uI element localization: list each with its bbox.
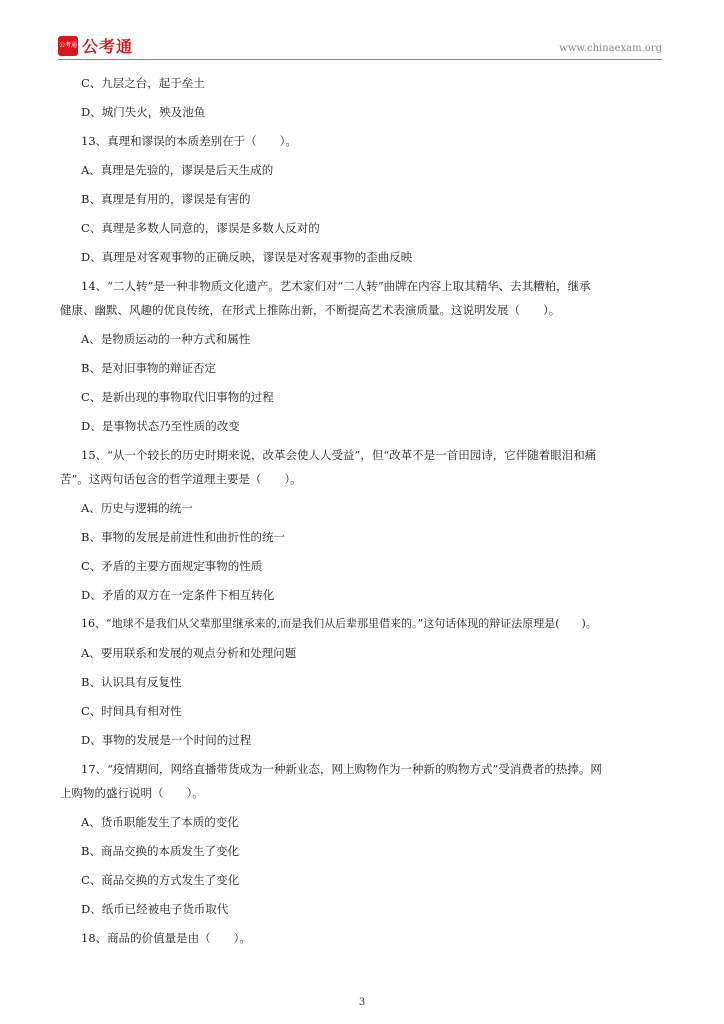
q13-option-d: D、真理是对客观事物的正确反映，谬误是对客观事物的歪曲反映 — [81, 250, 413, 264]
question-16: 16、“地球不是我们从父辈那里继承来的,而是我们从后辈那里借来的。”这句话体现的辩证法原理是( )。 — [81, 617, 597, 630]
option-d: D、城门失火，殃及池鱼 — [81, 105, 206, 119]
q17-option-b: B、商品交换的本质发生了变化 — [81, 844, 239, 858]
option-c: C、九层之台，起于垒土 — [81, 76, 205, 90]
question-18: 18、商品的价值量是由（ ）。 — [81, 931, 251, 945]
q14-option-d: D、是事物状态乃至性质的改变 — [81, 419, 240, 433]
q15-option-b: B、事物的发展是前进性和曲折性的统一 — [81, 530, 285, 544]
logo — [58, 34, 133, 57]
header-divider — [58, 59, 662, 60]
q13-option-b: B、真理是有用的，谬误是有害的 — [81, 192, 251, 206]
logo-badge: 公考通 — [58, 36, 78, 56]
q17-option-a: A、货币职能发生了本质的变化 — [81, 815, 239, 829]
q13-option-a: A、真理是先验的，谬误是后天生成的 — [81, 163, 274, 177]
question-15-line2: 苦”。这两句话包含的哲学道理主要是（ ）。 — [60, 472, 302, 486]
page-header — [58, 34, 662, 60]
q15-option-d: D、矛盾的双方在一定条件下相互转化 — [81, 588, 275, 602]
q16-option-d: D、事物的发展是一个时间的过程 — [81, 733, 252, 747]
question-15-line1: 15、“从一个较长的历史时期来说，改革会使人人受益”，但“改革不是一首田园诗，它伴随着眼泪和痛 — [81, 448, 597, 462]
question-17-line1: 17、“疫情期间，网络直播带货成为一种新业态，网上购物作为一种新的购物方式”受消费者的热捧。网 — [81, 762, 602, 776]
q17-option-d: D、纸币已经被电子货币取代 — [81, 902, 229, 916]
logo-text: 公考通 — [82, 37, 134, 56]
q14-option-c: C、是新出现的事物取代旧事物的过程 — [81, 390, 274, 404]
document-body — [60, 75, 666, 959]
site-url: www.chinaexam.org — [559, 43, 662, 54]
q15-option-a: A、历史与逻辑的统一 — [81, 501, 193, 515]
page-number: 3 — [358, 997, 366, 1008]
q14-option-b: B、是对旧事物的辩证否定 — [81, 361, 216, 375]
q14-option-a: A、是物质运动的一种方式和属性 — [81, 332, 251, 346]
q16-option-b: B、认识具有反复性 — [81, 675, 182, 689]
q13-option-c: C、真理是多数人同意的，谬误是多数人反对的 — [81, 221, 320, 235]
question-14-line1: 14、“二人转”是一种非物质文化遗产。艺术家们对“二人转”曲牌在内容上取其精华、去其糟粕，继承 — [81, 279, 591, 293]
question-17-line2: 上购物的盛行说明（ ）。 — [60, 786, 204, 800]
question-13: 13、真理和谬误的本质差别在于（ ）。 — [81, 134, 297, 148]
q17-option-c: C、商品交换的方式发生了变化 — [81, 873, 240, 887]
q15-option-c: C、矛盾的主要方面规定事物的性质 — [81, 559, 263, 573]
question-14-line2: 健康、幽默、风趣的优良传统，在形式上推陈出新，不断提高艺术表演质量。这说明发展（ ）。 — [60, 303, 561, 317]
q16-option-a: A、要用联系和发展的观点分析和处理问题 — [81, 646, 297, 660]
q16-option-c: C、时间具有相对性 — [81, 704, 182, 718]
